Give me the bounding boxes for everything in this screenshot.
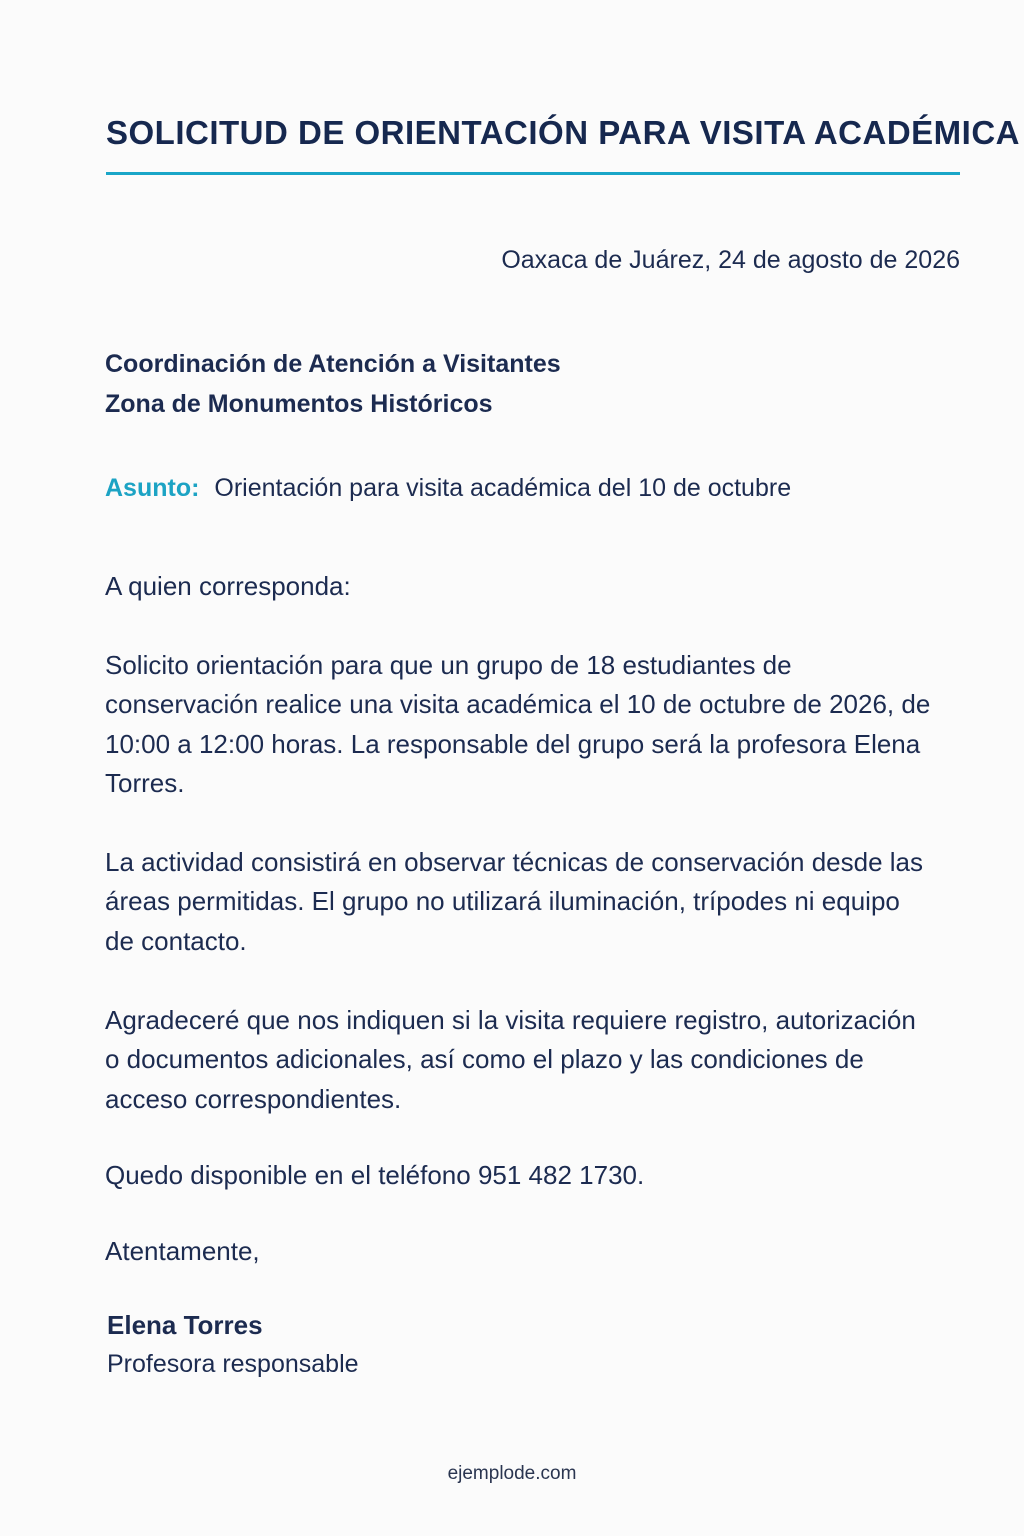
paragraph-contact: Quedo disponible en el teléfono 951 482 1730.	[105, 1160, 645, 1190]
title-underline	[106, 172, 960, 175]
salutation: A quien corresponda:	[105, 571, 351, 601]
document-title: SOLICITUD DE ORIENTACIÓN PARA VISITA ACADÉMICA	[106, 114, 1020, 151]
subject-text: Orientación para visita académica del 10 de octubre	[214, 474, 792, 502]
footer-website: ejemplode.com	[447, 1463, 577, 1484]
closing: Atentamente,	[105, 1236, 260, 1266]
signer-name: Elena Torres	[107, 1310, 263, 1340]
paragraph-activity: La actividad consistirá en observar técnicas de conservación desde las áreas permitidas. El grupo no utilizará iluminación, trípodes ni equipo de contacto.	[105, 847, 924, 956]
signer-role: Profesora responsable	[107, 1350, 359, 1378]
subject-line	[105, 474, 791, 503]
paragraph-inquiry: Agradeceré que nos indiquen si la visita requiere registro, autorización o documentos adicionales, así como el plazo y las condiciones de acceso correspondientes.	[105, 1005, 916, 1114]
place-date: Oaxaca de Juárez, 24 de agosto de 2026	[501, 246, 960, 274]
recipient-line-2: Zona de Monumentos Históricos	[105, 390, 493, 418]
recipient-line-1: Coordinación de Atención a Visitantes	[105, 350, 561, 378]
paragraph-request: Solicito orientación para que un grupo de 18 estudiantes de conservación realice una visita académica el 10 de octubre de 2026, de 10:00 a 12:00 horas. La responsable del grupo será la profesora Elena Torres.	[105, 650, 931, 798]
subject-label: Asunto:	[105, 474, 200, 502]
